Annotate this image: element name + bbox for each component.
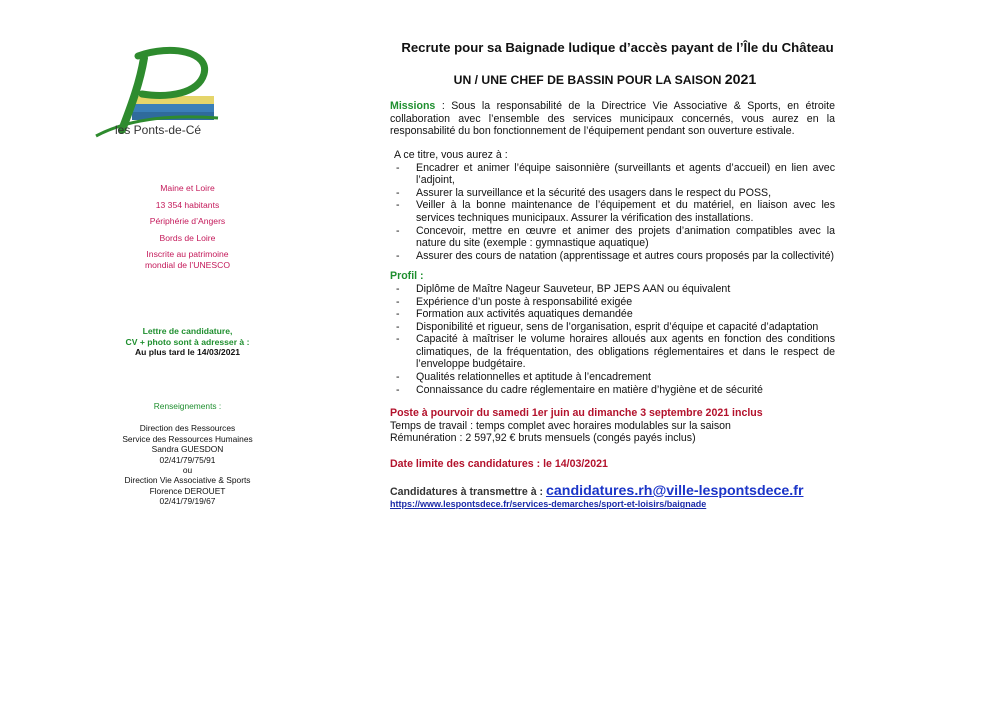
contact-line: Sandra GUESDON xyxy=(151,444,224,455)
list-item: - Assurer la surveillance et la sécurité des usagers dans le respect du POSS, xyxy=(390,187,835,200)
town-info-line: 13 354 habitants xyxy=(155,199,220,210)
contact-line: Service des Ressources Humaines xyxy=(122,433,253,444)
application-instructions xyxy=(80,326,295,358)
page-title: Recrute pour sa Baignade ludique d’accès payant de l’Île du Château xyxy=(401,40,834,55)
missions-label: Missions xyxy=(390,100,436,113)
contact-line: Florence DEROUET xyxy=(149,485,226,496)
town-info-line: Inscrite au patrimoine xyxy=(146,249,229,260)
website-link[interactable]: https://www.lespontsdece.fr/services-demarches/sport-et-loisirs/baignade xyxy=(390,499,707,510)
email-link[interactable]: candidatures.rh@ville-lespontsdece.fr xyxy=(546,482,804,499)
contact-line: Direction Vie Associative & Sports xyxy=(124,475,251,486)
url-wrapper xyxy=(390,498,835,511)
missions-text: : Sous la responsabilité de la Directrice Vie Associative & Sports, en étroite collaboration avec l’ensemble des services municipaux concernés, vous aurez en la responsabilité du bon fonctionnement de l’équipement pendant son ouverture estivale. xyxy=(390,100,835,138)
job-title-text: UN / UNE CHEF DE BASSIN POUR LA SAISON xyxy=(453,72,722,87)
contact-info xyxy=(80,401,295,507)
contact-phone: 02/41/79/19/67 xyxy=(159,496,216,507)
job-title-year: 2021 xyxy=(724,71,757,88)
application-deadline: Au plus tard le 14/03/2021 xyxy=(134,347,241,358)
town-info xyxy=(80,183,295,270)
list-item: - Encadrer et animer l’équipe saisonnière (surveillants et agents d’accueil) en lien avec l’adjoint, xyxy=(390,162,835,187)
application-deadline-line: Date limite des candidatures : le 14/03/2021 xyxy=(390,458,608,471)
work-time: Temps de travail : temps complet avec horaires modulables sur la saison xyxy=(390,419,731,432)
contact-heading: Renseignements : xyxy=(153,401,222,411)
job-title xyxy=(390,71,820,88)
list-item: - Veiller à la bonne maintenance de l’équipement et du matériel, en liaison avec les services techniques municipaux. Assurer la vérification des installations. xyxy=(390,199,835,224)
list-item: - Capacité à maîtriser le volume horaires alloués aux agents en fonction des conditions climatiques, de la fréquentation, des obligations réglementaires et dans le respect de l’enveloppe budgétaire. xyxy=(390,333,835,371)
application-line: CV + photo sont à adresser à : xyxy=(125,336,250,347)
profile-heading xyxy=(390,270,835,283)
main-content xyxy=(390,42,835,511)
contact-line: Direction des Ressources xyxy=(139,423,236,434)
application-contact xyxy=(390,482,835,499)
salary: Rémunération : 2 597,92 € bruts mensuels (congés payés inclus) xyxy=(390,432,696,445)
position-dates: Poste à pourvoir du samedi 1er juin au dimanche 3 septembre 2021 inclus xyxy=(390,407,763,420)
tasks-intro: A ce titre, vous aurez à : xyxy=(394,148,508,161)
application-line: Lettre de candidature, xyxy=(142,326,233,336)
application-label: Candidatures à transmettre à : xyxy=(390,485,547,498)
town-info-line: Maine et Loire xyxy=(160,183,215,193)
missions-paragraph xyxy=(390,100,835,138)
tasks-list xyxy=(390,162,835,263)
list-item: - Connaissance du cadre réglementaire en matière d’hygiène et de sécurité xyxy=(390,384,835,397)
profile-list xyxy=(390,283,835,396)
list-item: - Expérience d’un poste à responsabilité exigée xyxy=(390,296,835,309)
list-item: - Qualités relationnelles et aptitude à l’encadrement xyxy=(390,371,835,384)
contact-line: ou xyxy=(182,465,193,476)
profile-label: Profil xyxy=(390,270,418,283)
town-info-line: mondial de l’UNESCO xyxy=(144,259,230,270)
town-info-line: Bords de Loire xyxy=(159,232,216,243)
list-item: - Formation aux activités aquatiques demandée xyxy=(390,308,835,321)
logo-town-name: les Ponts-de-Cé xyxy=(115,123,202,137)
list-item: - Disponibilité et rigueur, sens de l’organisation, esprit d’équipe et capacité d’adaptation xyxy=(390,321,835,334)
list-item: - Diplôme de Maître Nageur Sauveteur, BP JEPS AAN ou équivalent xyxy=(390,283,835,296)
profile-label-suffix: : xyxy=(417,270,424,283)
town-info-line: Périphérie d’Angers xyxy=(149,216,226,227)
contact-phone: 02/41/79/75/91 xyxy=(159,454,216,465)
list-item: - Assurer des cours de natation (apprentissage et autres cours proposés par la collectivité) xyxy=(390,250,835,263)
list-item: - Concevoir, mettre en œuvre et animer des projets d’animation compatibles avec la nature du site (exemple : gymnastique aquatique) xyxy=(390,225,835,250)
